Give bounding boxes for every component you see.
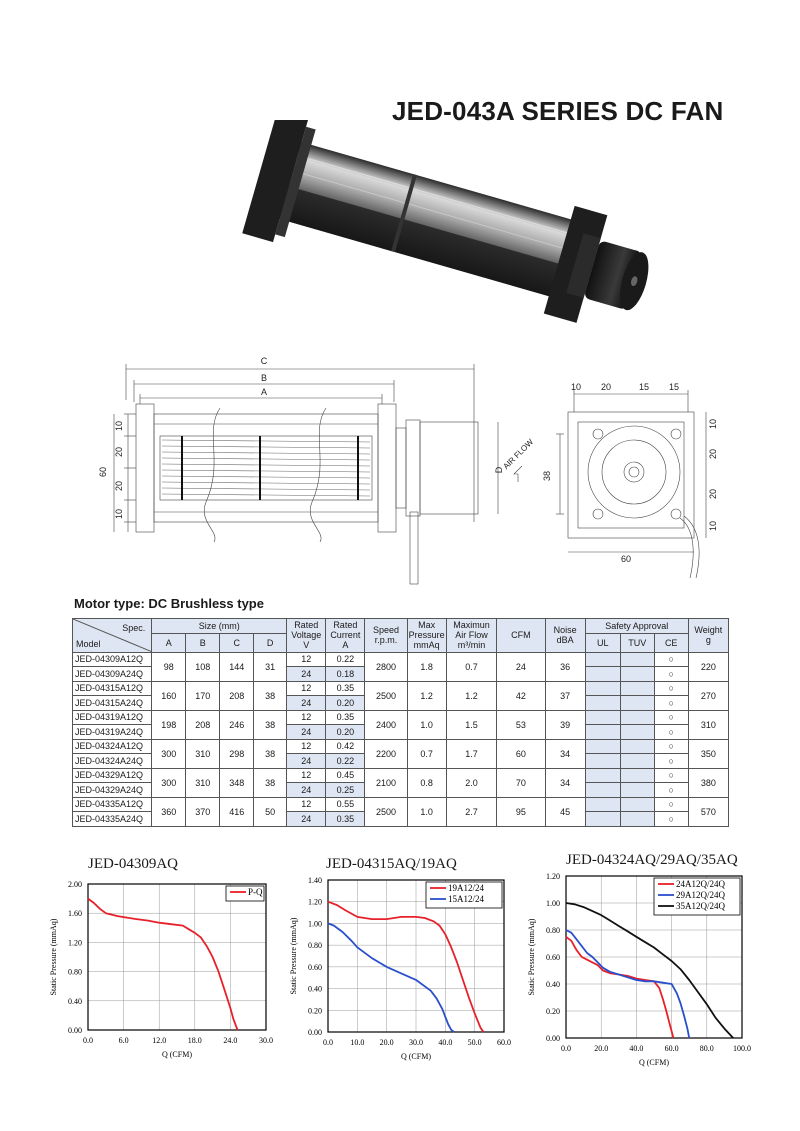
header-safety: Safety Approval bbox=[585, 619, 688, 634]
model-cell: JED-04319A24Q bbox=[73, 725, 152, 740]
series-line-0 bbox=[88, 899, 238, 1030]
weight-cell: 220 bbox=[688, 652, 728, 681]
voltage-cell: 12 bbox=[287, 652, 326, 667]
legend-label: 15A12/24 bbox=[448, 894, 484, 904]
header-text: A bbox=[342, 640, 349, 651]
x-tick-label: 0.0 bbox=[561, 1044, 571, 1053]
header-text: V bbox=[303, 640, 310, 651]
size-c-cell: 298 bbox=[220, 739, 254, 768]
size-c-cell: 348 bbox=[220, 768, 254, 797]
current-cell: 0.20 bbox=[326, 696, 365, 711]
chart-1-title: JED-04309AQ bbox=[88, 856, 178, 872]
x-tick-label: 10.0 bbox=[350, 1038, 365, 1047]
header-text: Weight bbox=[694, 625, 723, 636]
ce-cell: ○ bbox=[654, 681, 688, 696]
y-tick-label: 1.00 bbox=[308, 919, 322, 929]
tuv-cell bbox=[620, 725, 654, 740]
y-tick-label: 0.40 bbox=[68, 996, 82, 1006]
legend-label: P-Q bbox=[248, 887, 263, 897]
size-c-cell: 246 bbox=[220, 710, 254, 739]
cfm-cell: 42 bbox=[497, 681, 545, 710]
model-cell: JED-04324A24Q bbox=[73, 754, 152, 769]
dim-d-label: D bbox=[494, 466, 504, 474]
x-tick-label: 80.0 bbox=[699, 1044, 714, 1053]
model-cell: JED-04315A12Q bbox=[73, 681, 152, 696]
current-cell: 0.22 bbox=[326, 652, 365, 667]
y-axis-label: Static Pressure (mmAq) bbox=[527, 918, 536, 996]
airflow-cell: 0.7 bbox=[446, 652, 496, 681]
size-b-cell: 108 bbox=[186, 652, 220, 681]
header-text: g bbox=[705, 635, 711, 646]
pressure-cell: 1.2 bbox=[407, 681, 446, 710]
x-tick-label: 40.0 bbox=[438, 1038, 453, 1047]
size-d-cell: 38 bbox=[254, 681, 287, 710]
cfm-cell: 53 bbox=[497, 710, 545, 739]
noise-cell: 39 bbox=[545, 710, 585, 739]
y-tick-label: 1.40 bbox=[308, 876, 322, 885]
voltage-cell: 12 bbox=[287, 681, 326, 696]
dim-b-label: B bbox=[260, 373, 268, 383]
header-text: m³/min bbox=[457, 640, 486, 651]
ce-cell: ○ bbox=[654, 696, 688, 711]
current-cell: 0.42 bbox=[326, 739, 365, 754]
size-b-cell: 310 bbox=[186, 768, 220, 797]
pressure-cell: 1.0 bbox=[407, 797, 446, 826]
legend-label: 19A12/24 bbox=[448, 883, 484, 893]
header-size-col: A bbox=[152, 633, 186, 652]
legend-label: 29A12Q/24Q bbox=[676, 890, 725, 900]
speed-cell: 2200 bbox=[365, 739, 407, 768]
current-cell: 0.35 bbox=[326, 812, 365, 827]
current-cell: 0.22 bbox=[326, 754, 365, 769]
voltage-cell: 24 bbox=[287, 696, 326, 711]
ul-cell bbox=[585, 725, 620, 740]
ul-cell bbox=[585, 754, 620, 769]
header-text: Maximun bbox=[453, 620, 490, 631]
header-text: dBA bbox=[556, 635, 574, 646]
size-d-cell: 50 bbox=[254, 797, 287, 826]
table-row bbox=[73, 681, 729, 696]
ce-cell: ○ bbox=[654, 652, 688, 667]
spec-table bbox=[72, 618, 729, 827]
motor-type-heading: Motor type: DC Brushless type bbox=[74, 596, 264, 611]
ce-cell: ○ bbox=[654, 667, 688, 682]
header-text: r.p.m. bbox=[374, 635, 398, 646]
noise-cell: 36 bbox=[545, 652, 585, 681]
ul-cell bbox=[585, 768, 620, 783]
size-b-cell: 370 bbox=[186, 797, 220, 826]
pressure-cell: 0.8 bbox=[407, 768, 446, 797]
size-d-cell: 38 bbox=[254, 739, 287, 768]
tuv-cell bbox=[620, 681, 654, 696]
size-a-cell: 160 bbox=[152, 681, 186, 710]
header-noise bbox=[545, 619, 585, 653]
ce-cell: ○ bbox=[654, 725, 688, 740]
size-a-cell: 198 bbox=[152, 710, 186, 739]
dim-10b-label: 10 bbox=[114, 508, 124, 520]
header-size-col: C bbox=[220, 633, 254, 652]
dimension-drawing bbox=[84, 352, 724, 592]
model-cell: JED-04309A12Q bbox=[73, 652, 152, 667]
y-tick-label: 0.80 bbox=[68, 967, 82, 977]
tuv-cell bbox=[620, 696, 654, 711]
voltage-cell: 12 bbox=[287, 768, 326, 783]
header-text: Rated bbox=[294, 620, 319, 631]
header-safety-col: CE bbox=[654, 633, 688, 652]
y-tick-label: 0.00 bbox=[308, 1028, 322, 1037]
size-b-cell: 310 bbox=[186, 739, 220, 768]
x-axis-label: Q (CFM) bbox=[161, 1050, 193, 1059]
header-size-col: B bbox=[186, 633, 220, 652]
current-cell: 0.45 bbox=[326, 768, 365, 783]
header-text: Current bbox=[330, 630, 361, 641]
ul-cell bbox=[585, 667, 620, 682]
y-tick-label: 0.20 bbox=[308, 1006, 322, 1016]
speed-cell: 2800 bbox=[365, 652, 407, 681]
dim-right-20b-label: 20 bbox=[708, 488, 718, 500]
current-cell: 0.35 bbox=[326, 710, 365, 725]
tuv-cell bbox=[620, 710, 654, 725]
x-tick-label: 18.0 bbox=[187, 1036, 202, 1045]
y-tick-label: 0.40 bbox=[546, 980, 560, 989]
header-model-label: Model bbox=[76, 638, 101, 649]
tuv-cell bbox=[620, 783, 654, 798]
table-row bbox=[73, 797, 729, 812]
y-axis-label: Static Pressure (mmAq) bbox=[289, 917, 298, 995]
size-a-cell: 98 bbox=[152, 652, 186, 681]
plot-frame bbox=[88, 884, 266, 1030]
dim-a-label: A bbox=[260, 387, 268, 397]
ul-cell bbox=[585, 681, 620, 696]
ce-cell: ○ bbox=[654, 768, 688, 783]
dim-bottom-60-label: 60 bbox=[620, 554, 632, 564]
header-rated-current bbox=[326, 619, 365, 653]
header-rated-voltage bbox=[287, 619, 326, 653]
noise-cell: 34 bbox=[545, 768, 585, 797]
speed-cell: 2100 bbox=[365, 768, 407, 797]
table-row bbox=[73, 768, 729, 783]
ce-cell: ○ bbox=[654, 812, 688, 827]
x-tick-label: 12.0 bbox=[152, 1036, 167, 1045]
y-tick-label: 0.00 bbox=[68, 1026, 82, 1035]
noise-cell: 37 bbox=[545, 681, 585, 710]
y-tick-label: 1.20 bbox=[308, 897, 322, 907]
cfm-cell: 60 bbox=[497, 739, 545, 768]
voltage-cell: 24 bbox=[287, 667, 326, 682]
voltage-cell: 12 bbox=[287, 739, 326, 754]
model-cell: JED-04315A24Q bbox=[73, 696, 152, 711]
chart-3 bbox=[524, 852, 764, 1078]
y-tick-label: 0.80 bbox=[546, 926, 560, 935]
page-title: JED-043A SERIES DC FAN bbox=[392, 96, 724, 126]
x-tick-label: 0.0 bbox=[323, 1038, 333, 1047]
cfm-cell: 24 bbox=[497, 652, 545, 681]
header-spec-model bbox=[73, 619, 152, 653]
tuv-cell bbox=[620, 739, 654, 754]
legend-label: 35A12Q/24Q bbox=[676, 901, 725, 911]
x-tick-label: 30.0 bbox=[259, 1036, 273, 1045]
y-tick-label: 0.00 bbox=[546, 1034, 560, 1043]
table-row bbox=[73, 710, 729, 725]
x-tick-label: 50.0 bbox=[467, 1038, 482, 1047]
size-a-cell: 360 bbox=[152, 797, 186, 826]
series-line-1 bbox=[328, 923, 454, 1032]
tuv-cell bbox=[620, 754, 654, 769]
header-text: Rated bbox=[333, 620, 358, 631]
y-tick-label: 0.40 bbox=[308, 984, 322, 994]
size-b-cell: 170 bbox=[186, 681, 220, 710]
header-weight bbox=[688, 619, 728, 653]
y-tick-label: 0.60 bbox=[546, 953, 560, 962]
ce-cell: ○ bbox=[654, 739, 688, 754]
pressure-cell: 1.8 bbox=[407, 652, 446, 681]
voltage-cell: 24 bbox=[287, 754, 326, 769]
tuv-cell bbox=[620, 652, 654, 667]
chart-2-plot bbox=[284, 856, 524, 1078]
header-spec-label: Spec. bbox=[122, 623, 146, 633]
ul-cell bbox=[585, 797, 620, 812]
dim-top-15a-label: 15 bbox=[638, 382, 650, 392]
size-d-cell: 38 bbox=[254, 768, 287, 797]
size-a-cell: 300 bbox=[152, 739, 186, 768]
model-cell: JED-04329A12Q bbox=[73, 768, 152, 783]
y-axis-label: Static Pressure (mmAq) bbox=[49, 918, 58, 996]
current-cell: 0.18 bbox=[326, 667, 365, 682]
table-row bbox=[73, 652, 729, 667]
ce-cell: ○ bbox=[654, 754, 688, 769]
x-axis-label: Q (CFM) bbox=[638, 1058, 670, 1067]
header-text: Voltage bbox=[291, 630, 322, 641]
model-cell: JED-04319A12Q bbox=[73, 710, 152, 725]
header-max-pressure bbox=[407, 619, 446, 653]
airflow-cell: 2.0 bbox=[446, 768, 496, 797]
size-a-cell: 300 bbox=[152, 768, 186, 797]
x-tick-label: 100.0 bbox=[733, 1044, 751, 1053]
dim-20b-label: 20 bbox=[114, 480, 124, 492]
x-tick-label: 0.0 bbox=[83, 1036, 93, 1045]
ul-cell bbox=[585, 696, 620, 711]
ul-cell bbox=[585, 783, 620, 798]
y-tick-label: 0.80 bbox=[308, 941, 322, 951]
dim-20a-label: 20 bbox=[114, 446, 124, 458]
size-d-cell: 38 bbox=[254, 710, 287, 739]
dim-right-10b-label: 10 bbox=[708, 520, 718, 532]
model-cell: JED-04309A24Q bbox=[73, 667, 152, 682]
y-tick-label: 1.20 bbox=[68, 938, 82, 948]
header-text: Air Flow bbox=[455, 630, 488, 641]
y-tick-label: 1.60 bbox=[68, 909, 82, 919]
cfm-cell: 70 bbox=[497, 768, 545, 797]
model-cell: JED-04335A12Q bbox=[73, 797, 152, 812]
speed-cell: 2500 bbox=[365, 797, 407, 826]
tuv-cell bbox=[620, 812, 654, 827]
tuv-cell bbox=[620, 667, 654, 682]
size-b-cell: 208 bbox=[186, 710, 220, 739]
weight-cell: 380 bbox=[688, 768, 728, 797]
ce-cell: ○ bbox=[654, 783, 688, 798]
air-flow-label: AIR FLOW bbox=[501, 437, 536, 472]
chart-1 bbox=[36, 856, 280, 1066]
product-photo bbox=[238, 120, 658, 348]
y-tick-label: 0.20 bbox=[546, 1007, 560, 1016]
current-cell: 0.55 bbox=[326, 797, 365, 812]
voltage-cell: 12 bbox=[287, 797, 326, 812]
header-text: Pressure bbox=[408, 630, 445, 641]
weight-cell: 310 bbox=[688, 710, 728, 739]
model-cell: JED-04324A12Q bbox=[73, 739, 152, 754]
pressure-cell: 1.0 bbox=[407, 710, 446, 739]
header-size-col: D bbox=[254, 633, 287, 652]
speed-cell: 2500 bbox=[365, 681, 407, 710]
tuv-cell bbox=[620, 768, 654, 783]
model-cell: JED-04329A24Q bbox=[73, 783, 152, 798]
header-text: mmAq bbox=[413, 640, 440, 651]
chart-2-title: JED-04315AQ/19AQ bbox=[326, 856, 457, 872]
x-tick-label: 40.0 bbox=[629, 1044, 644, 1053]
y-tick-label: 1.20 bbox=[546, 872, 560, 881]
y-tick-label: 0.60 bbox=[308, 962, 322, 972]
x-tick-label: 20.0 bbox=[594, 1044, 609, 1053]
airflow-cell: 2.7 bbox=[446, 797, 496, 826]
dim-top-15b-label: 15 bbox=[668, 382, 680, 392]
speed-cell: 2400 bbox=[365, 710, 407, 739]
weight-cell: 350 bbox=[688, 739, 728, 768]
x-tick-label: 20.0 bbox=[379, 1038, 394, 1047]
airflow-cell: 1.7 bbox=[446, 739, 496, 768]
series-line-2 bbox=[566, 903, 733, 1038]
x-tick-label: 60.0 bbox=[664, 1044, 679, 1053]
dim-38-label: 38 bbox=[542, 470, 552, 482]
voltage-cell: 24 bbox=[287, 725, 326, 740]
model-cell: JED-04335A24Q bbox=[73, 812, 152, 827]
header-text: Max bbox=[418, 620, 436, 631]
x-tick-label: 24.0 bbox=[223, 1036, 238, 1045]
airflow-cell: 1.2 bbox=[446, 681, 496, 710]
pressure-cell: 0.7 bbox=[407, 739, 446, 768]
dim-right-20a-label: 20 bbox=[708, 448, 718, 460]
noise-cell: 45 bbox=[545, 797, 585, 826]
ul-cell bbox=[585, 710, 620, 725]
current-cell: 0.20 bbox=[326, 725, 365, 740]
chart-1-plot bbox=[36, 856, 280, 1066]
ul-cell bbox=[585, 812, 620, 827]
header-text: Noise bbox=[553, 625, 577, 636]
y-tick-label: 2.00 bbox=[68, 880, 82, 889]
size-d-cell: 31 bbox=[254, 652, 287, 681]
voltage-cell: 24 bbox=[287, 812, 326, 827]
legend-label: 24A12Q/24Q bbox=[676, 879, 725, 889]
dim-10a-label: 10 bbox=[114, 420, 124, 432]
series-line-0 bbox=[566, 937, 673, 1038]
current-cell: 0.25 bbox=[326, 783, 365, 798]
chart-2 bbox=[284, 856, 524, 1078]
ce-cell: ○ bbox=[654, 710, 688, 725]
dim-top-20-label: 20 bbox=[600, 382, 612, 392]
x-tick-label: 30.0 bbox=[409, 1038, 423, 1047]
dim-right-10a-label: 10 bbox=[708, 418, 718, 430]
header-safety-col: UL bbox=[585, 633, 620, 652]
tuv-cell bbox=[620, 797, 654, 812]
noise-cell: 34 bbox=[545, 739, 585, 768]
dim-top-10-label: 10 bbox=[570, 382, 582, 392]
dim-c-label: C bbox=[260, 356, 268, 366]
y-tick-label: 1.00 bbox=[546, 899, 560, 908]
ul-cell bbox=[585, 739, 620, 754]
header-text: Speed bbox=[372, 625, 400, 636]
table-row bbox=[73, 739, 729, 754]
voltage-cell: 12 bbox=[287, 710, 326, 725]
x-tick-label: 60.0 bbox=[497, 1038, 511, 1047]
weight-cell: 270 bbox=[688, 681, 728, 710]
x-axis-label: Q (CFM) bbox=[400, 1052, 432, 1061]
cfm-cell: 95 bbox=[497, 797, 545, 826]
header-size: Size (mm) bbox=[152, 619, 287, 634]
ce-cell: ○ bbox=[654, 797, 688, 812]
chart-3-plot bbox=[524, 852, 764, 1078]
current-cell: 0.35 bbox=[326, 681, 365, 696]
header-safety-col: TUV bbox=[620, 633, 654, 652]
size-c-cell: 208 bbox=[220, 681, 254, 710]
voltage-cell: 24 bbox=[287, 783, 326, 798]
header-max-airflow bbox=[446, 619, 496, 653]
dim-60-label: 60 bbox=[98, 466, 108, 478]
size-c-cell: 416 bbox=[220, 797, 254, 826]
ul-cell bbox=[585, 652, 620, 667]
chart-3-title: JED-04324AQ/29AQ/35AQ bbox=[566, 852, 738, 868]
x-tick-label: 6.0 bbox=[118, 1036, 129, 1045]
header-cfm: CFM bbox=[497, 619, 545, 653]
airflow-cell: 1.5 bbox=[446, 710, 496, 739]
header-speed bbox=[365, 619, 407, 653]
size-c-cell: 144 bbox=[220, 652, 254, 681]
weight-cell: 570 bbox=[688, 797, 728, 826]
